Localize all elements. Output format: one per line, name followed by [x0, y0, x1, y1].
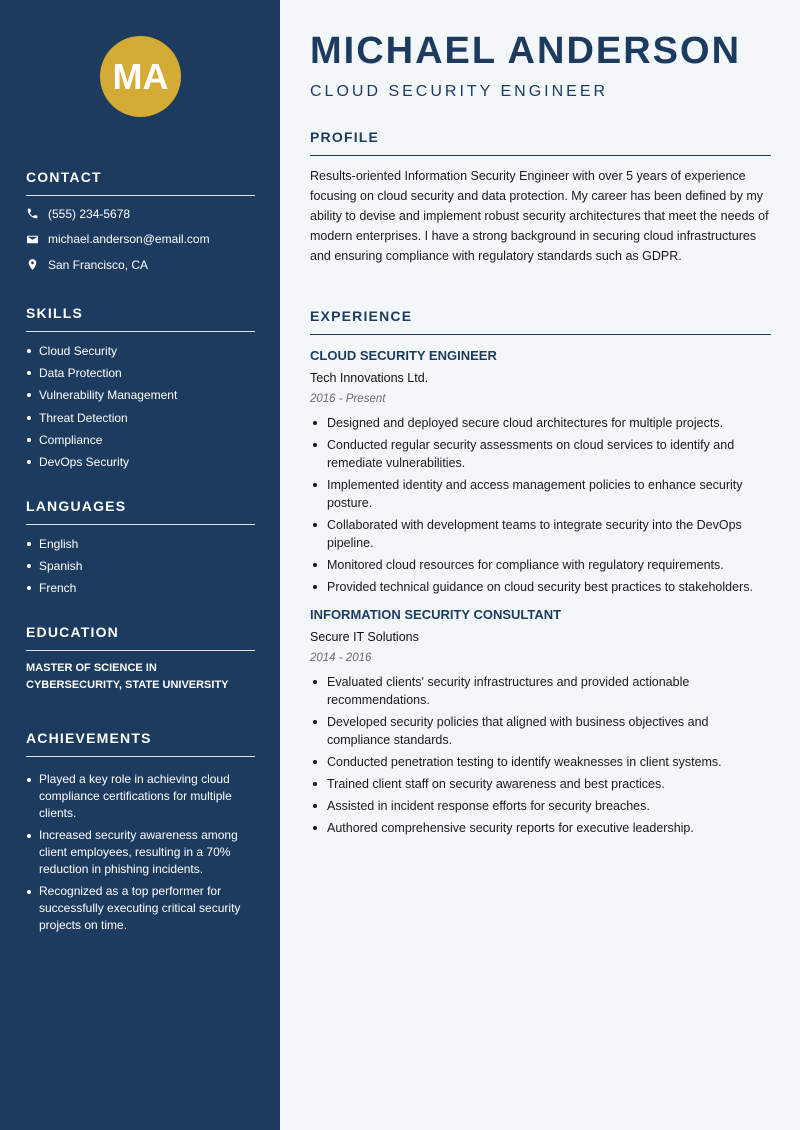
job-bullet: Conducted penetration testing to identify weaknesses in client systems. [310, 753, 771, 771]
contact-heading: CONTACT [26, 169, 102, 185]
contact-email-row [26, 227, 255, 253]
experience-section [310, 306, 771, 841]
achievements-section [26, 728, 255, 939]
contact-section [26, 167, 255, 278]
contact-divider [26, 195, 255, 196]
candidate-name: MICHAEL ANDERSON [310, 30, 742, 72]
candidate-role: CLOUD SECURITY ENGINEER [310, 83, 609, 100]
job-bullets [310, 673, 771, 837]
experience-heading: EXPERIENCE [310, 308, 413, 324]
experience-divider [310, 334, 771, 335]
job-bullets [310, 414, 771, 596]
job-company: Secure IT Solutions [310, 630, 419, 644]
job-bullet: Evaluated clients' security infrastructures and provided actionable recommendations. [310, 673, 771, 709]
achievement-item: Increased security awareness among client employees, resulting in a 70% reduction in phishing incidents. [26, 827, 255, 878]
job-bullet: Developed security policies that aligned with business objectives and compliance standards. [310, 713, 771, 749]
languages-divider [26, 524, 255, 525]
phone-icon [26, 207, 39, 220]
skill-item: Data Protection [26, 362, 255, 384]
contact-phone-row [26, 201, 255, 227]
languages-heading: LANGUAGES [26, 498, 127, 514]
contact-location: San Francisco, CA [48, 257, 149, 272]
skills-section [26, 303, 255, 473]
language-item: French [26, 577, 255, 599]
job-entry [310, 605, 771, 837]
language-item: English [26, 533, 255, 555]
job-bullet: Monitored cloud resources for compliance with regulatory requirements. [310, 556, 771, 574]
contact-location-row [26, 252, 255, 278]
achievement-item: Recognized as a top performer for successfully executing critical security projects on time. [26, 883, 255, 934]
job-bullet: Conducted regular security assessments on cloud services to identify and remediate vulnerabilities. [310, 436, 771, 472]
languages-section [26, 496, 255, 600]
profile-section [310, 127, 771, 266]
profile-heading: PROFILE [310, 129, 380, 145]
job-bullet: Implemented identity and access management policies to enhance security posture. [310, 476, 771, 512]
profile-divider [310, 155, 771, 156]
job-bullet: Assisted in incident response efforts for security breaches. [310, 797, 771, 815]
contact-email: michael.anderson@email.com [48, 232, 210, 247]
education-degree: MASTER OF SCIENCE IN CYBERSECURITY, STATE UNIVERSITY [26, 662, 229, 691]
skills-divider [26, 331, 255, 332]
avatar-initials: MA [112, 55, 169, 97]
languages-list [26, 533, 255, 600]
skill-item: DevOps Security [26, 451, 255, 473]
sidebar [0, 0, 280, 1130]
achievement-item: Played a key role in achieving cloud compliance certifications for multiple clients. [26, 771, 255, 822]
job-company: Tech Innovations Ltd. [310, 371, 429, 385]
job-bullet: Collaborated with development teams to integrate security into the DevOps pipeline. [310, 516, 771, 552]
skills-heading: SKILLS [26, 305, 83, 321]
language-item: Spanish [26, 555, 255, 577]
achievements-heading: ACHIEVEMENTS [26, 730, 152, 746]
education-heading: EDUCATION [26, 624, 119, 640]
job-bullet: Provided technical guidance on cloud security best practices to stakeholders. [310, 578, 771, 596]
skill-item: Threat Detection [26, 407, 255, 429]
email-icon [26, 233, 39, 246]
profile-summary: Results-oriented Information Security Engineer with over 5 years of experience focusing on cloud security and data protection. My career has been defined by my ability to devise and implement robust security architectures that meet the needs of modern enterprises. I have a strong background in securing cloud infrastructures and ensuring compliance with regulatory standards such as GDPR. [310, 169, 769, 263]
avatar [100, 36, 181, 117]
job-dates: 2014 - 2016 [310, 652, 372, 664]
job-title: INFORMATION SECURITY CONSULTANT [310, 607, 562, 622]
job-bullet: Trained client staff on security awareness and best practices. [310, 775, 771, 793]
skill-item: Cloud Security [26, 340, 255, 362]
achievements-list [26, 771, 255, 934]
job-dates: 2016 - Present [310, 393, 386, 405]
education-section [26, 622, 255, 694]
education-divider [26, 650, 255, 651]
skills-list [26, 340, 255, 473]
job-entry [310, 346, 771, 596]
job-title: CLOUD SECURITY ENGINEER [310, 348, 497, 363]
job-bullet: Designed and deployed secure cloud architectures for multiple projects. [310, 414, 771, 432]
skill-item: Vulnerability Management [26, 384, 255, 406]
contact-phone: (555) 234-5678 [48, 206, 131, 221]
achievements-divider [26, 756, 255, 757]
job-bullet: Authored comprehensive security reports for executive leadership. [310, 819, 771, 837]
location-pin-icon [26, 258, 39, 271]
skill-item: Compliance [26, 429, 255, 451]
